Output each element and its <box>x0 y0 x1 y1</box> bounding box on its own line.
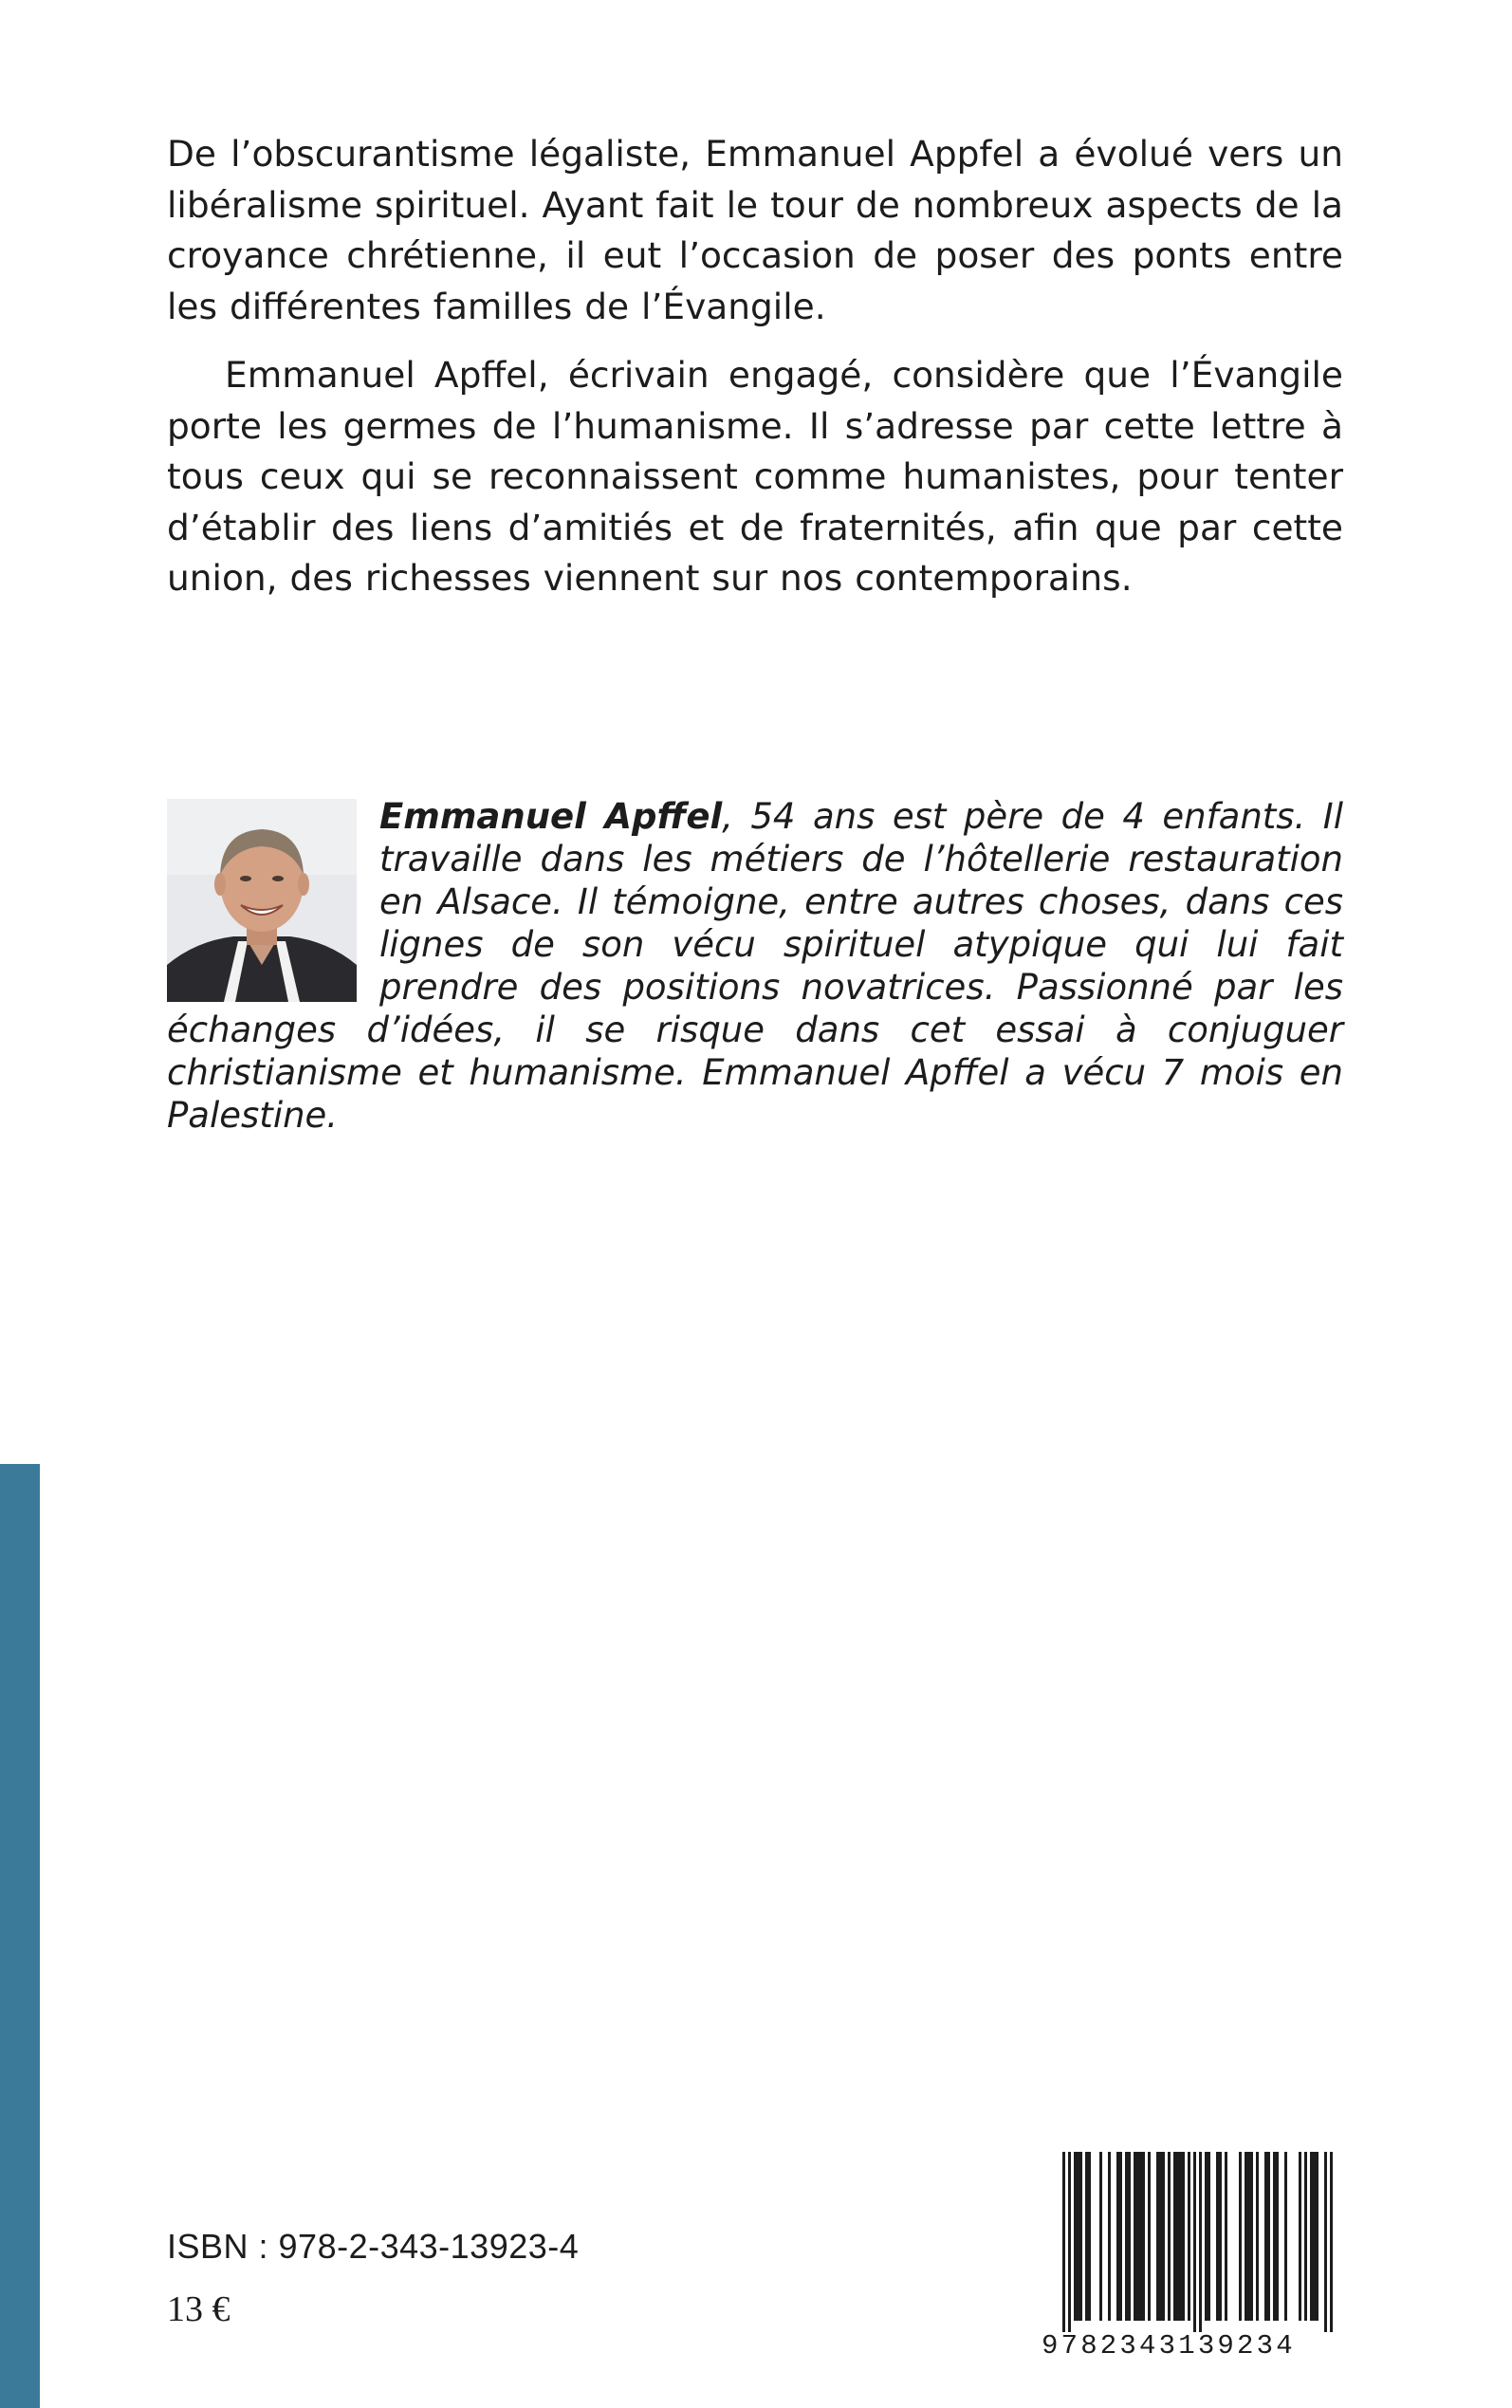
barcode-bar <box>1219 2152 1222 2321</box>
barcode-bar <box>1188 2152 1190 2321</box>
description-paragraph-1: De l’obscurantisme légaliste, Emmanuel Appfel a évolué vers un libéralisme spirituel. Ayant fait le tour de nombreux aspects de la croyance chrétienne, il eut l’occasion de poser des ponts entre les différentes familles de l’Évangile. <box>167 133 1343 327</box>
barcode-bar <box>1225 2152 1227 2321</box>
barcode-bar <box>1247 2152 1250 2321</box>
author-bio-text: , 54 ans est père de 4 enfants. Il travaille dans les métiers de l’hôtellerie restauration en Alsace. Il témoigne, entre autres choses, dans ces lignes de son vécu spirituel atypique qui lui fait prendre des positions novatrices. Passionné par les échanges d’idées, il se risque dans cet essai à conjuguer christianisme et humanisme. Emmanuel Apffel a vécu 7 mois en Palestine. <box>167 796 1343 1136</box>
barcode-bar <box>1085 2152 1088 2321</box>
barcode-bar <box>1276 2152 1279 2321</box>
barcode-bar <box>1148 2152 1151 2321</box>
author-photo <box>167 799 357 1002</box>
barcode-bar <box>1299 2152 1301 2321</box>
barcode-bar <box>1079 2152 1082 2321</box>
barcode-bar <box>1162 2152 1165 2321</box>
barcode-bar <box>1179 2152 1182 2321</box>
price: 13 € <box>167 2289 230 2329</box>
barcode-bar <box>1273 2152 1276 2321</box>
barcode-bar <box>1316 2152 1318 2321</box>
barcode-bar <box>1250 2152 1253 2321</box>
barcode-bar <box>1310 2152 1313 2321</box>
barcode-bar <box>1239 2152 1242 2321</box>
barcode-bar <box>1173 2152 1176 2321</box>
barcode-bar <box>1216 2152 1219 2321</box>
barcode-bar <box>1313 2152 1316 2321</box>
barcode-bar <box>1099 2152 1102 2321</box>
barcode-bar <box>1108 2152 1111 2321</box>
barcode-bar <box>1199 2152 1202 2332</box>
barcode-bar <box>1304 2152 1307 2321</box>
barcode-bar <box>1176 2152 1179 2321</box>
barcode-bar <box>1139 2152 1142 2321</box>
barcode-bar <box>1205 2152 1208 2321</box>
barcode-bar <box>1284 2152 1287 2321</box>
barcode-bar <box>1264 2152 1267 2321</box>
barcode-bar <box>1245 2152 1247 2321</box>
barcode-bar <box>1267 2152 1270 2321</box>
barcode-bar <box>1156 2152 1159 2321</box>
barcode-bar <box>1168 2152 1171 2321</box>
barcode-bar <box>1256 2152 1259 2321</box>
barcode <box>1040 2146 1347 2359</box>
barcode-bar <box>1074 2152 1077 2321</box>
barcode-bar <box>1182 2152 1185 2321</box>
isbn: ISBN : 978-2-343-13923-4 <box>167 2227 580 2266</box>
barcode-bar <box>1116 2152 1119 2321</box>
barcode-bar <box>1119 2152 1122 2321</box>
barcode-bar <box>1125 2152 1128 2321</box>
barcode-bar <box>1159 2152 1162 2321</box>
barcode-bar <box>1324 2152 1327 2332</box>
author-block <box>167 795 1343 1137</box>
barcode-bar <box>1136 2152 1139 2321</box>
side-color-band <box>0 1464 40 2408</box>
barcode-bar <box>1068 2152 1071 2332</box>
barcode-bar <box>1128 2152 1131 2321</box>
barcode-bar <box>1330 2152 1333 2332</box>
barcode-bar <box>1208 2152 1210 2321</box>
barcode-bar <box>1142 2152 1145 2321</box>
barcode-bar <box>1134 2152 1136 2321</box>
barcode-bar <box>1193 2152 1196 2332</box>
author-name: Emmanuel Apffel <box>379 796 723 837</box>
barcode-bar <box>1077 2152 1079 2321</box>
barcode-bar <box>1062 2152 1065 2332</box>
description-paragraph-2: Emmanuel Apffel, écrivain engagé, considère que l’Évangile porte les germes de l’humanisme. Il s’adresse par cette lettre à tous ceux qui se reconnaissent comme humanistes, pour tenter d’établir des liens d’amitiés et de fraternités, afin que par cette union, des richesses viennent sur nos contemporains. <box>167 354 1343 599</box>
barcode-bar <box>1088 2152 1091 2321</box>
barcode-number: 9782343139234 <box>1042 2330 1296 2359</box>
